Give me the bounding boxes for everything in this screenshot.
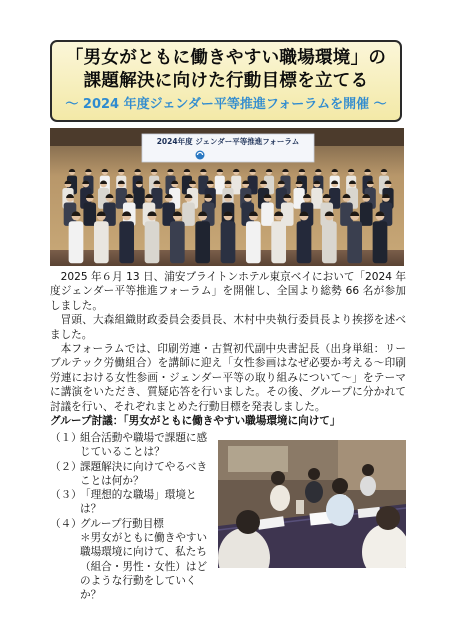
topic-number: （１）: [50, 432, 82, 444]
paragraph-2: 冒頭、大森組織財政委員会委員長、木村中央執行委員長より挨拶を述べました。: [50, 314, 406, 341]
title-line-2: 課題解決に向けた行動目標を立てる: [83, 71, 369, 91]
group-photo: [50, 128, 404, 266]
forum-banner: [142, 134, 314, 162]
topic-item-1: [50, 431, 216, 460]
topic-number: （４）: [50, 517, 82, 530]
topic-text: 組合活動や職場で課題に感じていることは？: [80, 432, 208, 459]
title-line-1: 「男女がともに働きやすい職場環境」の: [65, 48, 387, 68]
topic-sub-note-text: ＊男女がともに働きやすい職場環境に向けて、私たち（組合・男性・女性）はどのような行動をしていくか？: [80, 532, 208, 602]
topic-number: （３）: [50, 489, 82, 502]
topic-text: 「理想的な職場」環境とは？: [80, 489, 197, 516]
topic-item-2: [50, 460, 216, 489]
topic-item-4: [50, 517, 216, 531]
group-discussion-heading: グループ討議：「男女がともに働きやすい職場環境に向けて」: [50, 415, 341, 427]
discussion-topics-list: [50, 431, 216, 603]
group-discussion-photo: [218, 440, 406, 568]
topic-number: （２）: [50, 460, 82, 473]
article-body: [50, 270, 406, 414]
title-box: [50, 40, 402, 122]
topic-sub-note: [50, 531, 216, 602]
topic-item-3: [50, 488, 216, 517]
banner-title: 2024年度 ジェンダー平等推進フォーラム: [156, 137, 300, 146]
paragraph-1: 2025 年６月 13 日、浦安ブライトンホテル東京ベイにおいて「2024 年度ジェンダー平等推進フォーラム」を開催し、全国より総勢 66 名が参加しました。: [50, 271, 406, 312]
title-subtitle: ～ 2024 年度ジェンダー平等推進フォーラムを開催 ～: [65, 97, 387, 112]
paragraph-3: 本フォーラムでは、印刷労連・古賀初代副中央書記長（出身単組：リーブルテック労働組合）を講師に迎え「女性参画はなぜ必要か考える～印刷労連における女性参画・ジェンダー平等の取り組みについて～」をテーマに講演をいただき、質疑応答を行いました。その後、グループに分かれて討議を行い、それぞれまとめた行動目標を発表しました。: [50, 343, 406, 413]
topic-text: 課題解決に向けてやるべきことは何か？: [80, 460, 208, 487]
topic-text: グループ行動目標: [80, 517, 164, 530]
